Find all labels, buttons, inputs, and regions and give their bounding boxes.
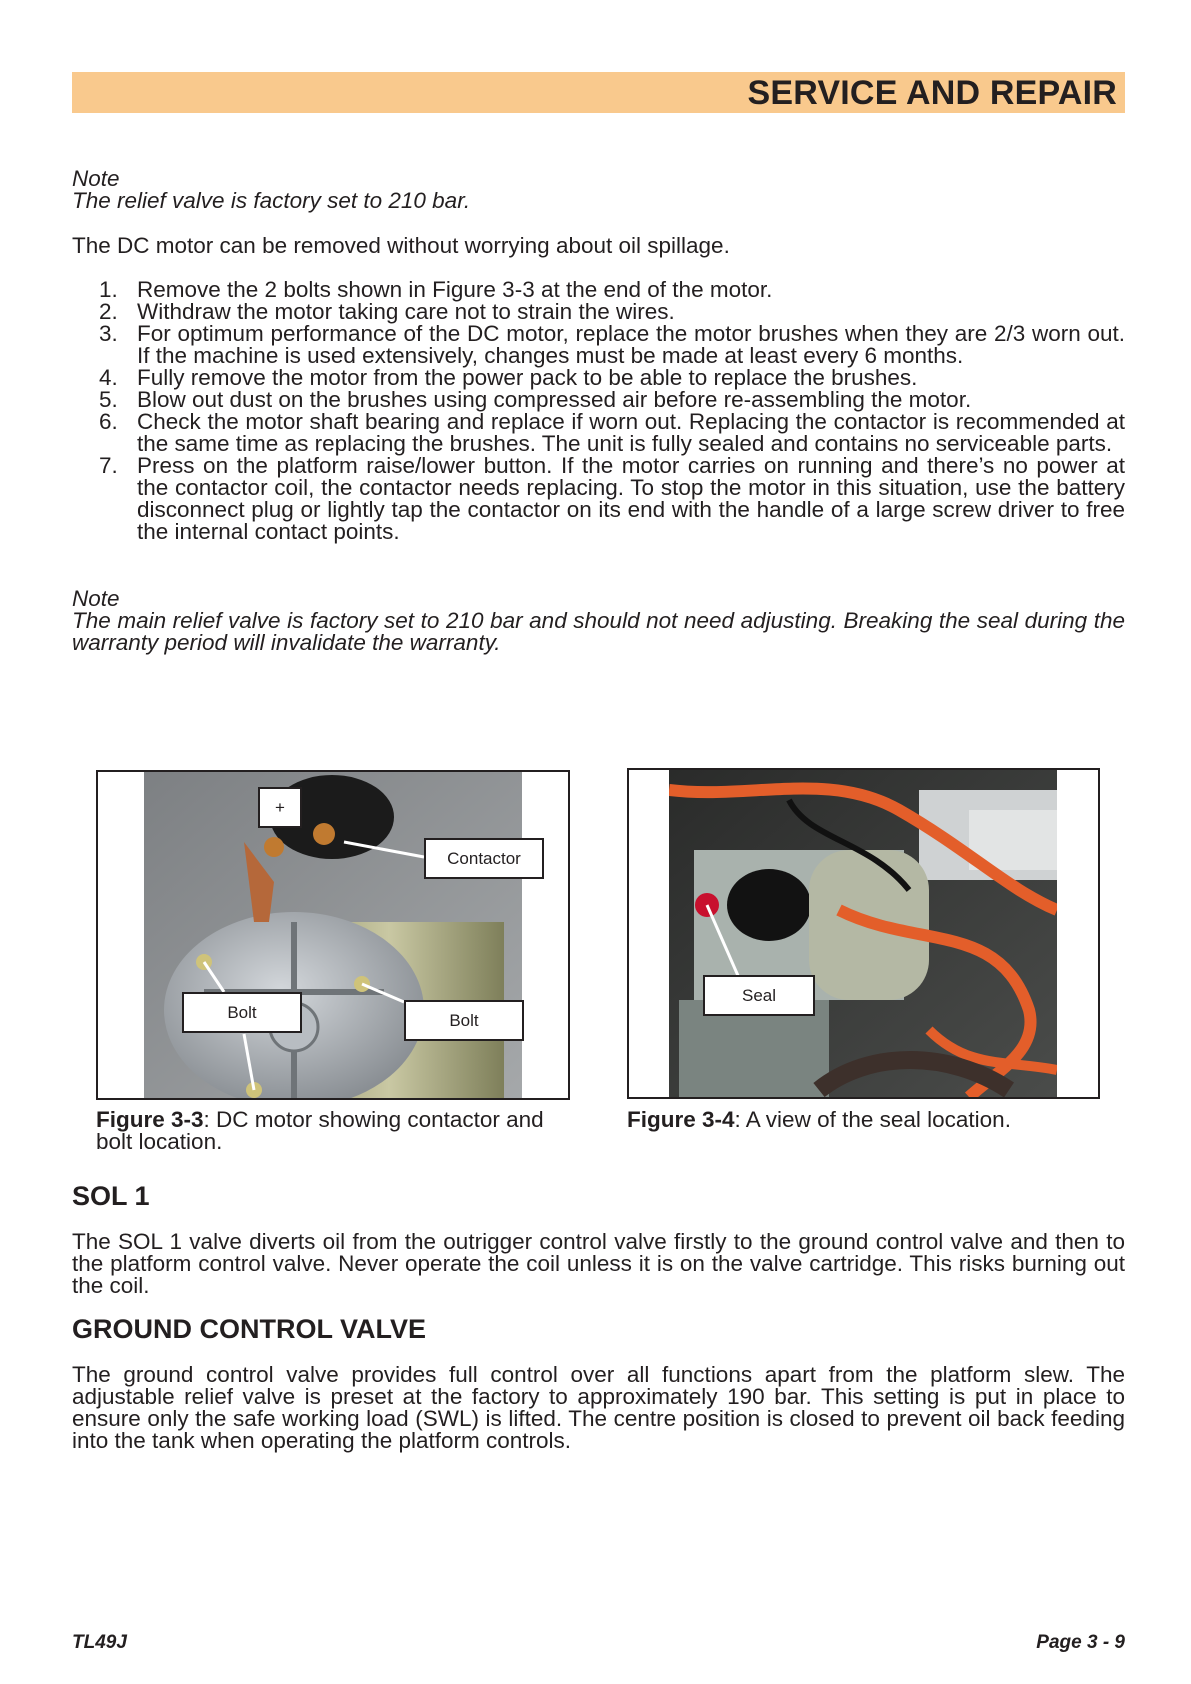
list-item <box>72 323 1125 367</box>
note-2 <box>72 588 1125 654</box>
note-1 <box>72 168 1125 212</box>
list-item <box>72 389 1125 411</box>
header-band <box>72 72 1125 113</box>
bolt-label-left: Bolt <box>182 992 302 1033</box>
sol-1-heading: SOL 1 <box>72 1181 150 1211</box>
plus-terminal-label: + <box>258 787 302 828</box>
list-item <box>72 279 1125 301</box>
ground-control-valve-heading: GROUND CONTROL VALVE <box>72 1314 427 1344</box>
step-text: Withdraw the motor taking care not to strain the wires. <box>137 299 675 324</box>
step-number: 2. <box>99 299 118 324</box>
step-number: 4. <box>99 365 118 390</box>
step-text: Check the motor shaft bearing and replace if worn out. Replacing the contactor is recommended at the same time as replacing the brushes. The unit is fully sealed and contains no serviceable parts. <box>137 409 1125 456</box>
list-item <box>72 411 1125 455</box>
note-2-text: The main relief valve is factory set to 210 bar and should not need adjusting. Breaking the seal during the warranty period will invalidate the warranty. <box>72 608 1125 655</box>
figure-3-3-ref: Figure 3-3 <box>96 1107 204 1132</box>
figure-3-4-caption <box>627 1109 1107 1131</box>
figure-3-3-caption <box>96 1109 576 1153</box>
list-item <box>72 455 1125 543</box>
step-text: Press on the platform raise/lower button. If the motor carries on running and there’s no power at the contactor coil, the contactor needs replacing. To stop the motor in this situation, use the battery disconnect plug or lightly tap the contactor on its end with the handle of a large screw driver to free the internal contact points. <box>137 453 1125 544</box>
seal-location-photo <box>669 770 1057 1097</box>
figure-3-3-caption-text: : DC motor showing contactor and bolt location. <box>96 1107 544 1154</box>
page-section-title: SERVICE AND REPAIR <box>747 74 1117 112</box>
step-number: 3. <box>99 321 118 346</box>
seal-label: Seal <box>703 975 815 1016</box>
removal-steps-list <box>72 279 1125 543</box>
footer-model: TL49J <box>72 1632 127 1653</box>
step-text: Remove the 2 bolts shown in Figure 3-3 at the end of the motor. <box>137 277 773 302</box>
dc-motor-photo <box>144 772 522 1098</box>
step-number: 7. <box>99 453 118 478</box>
ground-control-valve-paragraph: The ground control valve provides full control over all functions apart from the platform slew. The adjustable relief valve is preset at the factory to approximately 190 bar. This setting is put in place to ensure only the safe working load (SWL) is lifted. The centre position is closed to prevent oil back feeding into the tank when operating the platform controls. <box>72 1362 1125 1453</box>
bolt-label-right: Bolt <box>404 1000 524 1041</box>
step-number: 5. <box>99 387 118 412</box>
intro-paragraph: The DC motor can be removed without worrying about oil spillage. <box>72 233 730 258</box>
note-1-text: The relief valve is factory set to 210 bar. <box>72 188 471 213</box>
figure-3-4-ref: Figure 3-4 <box>627 1107 735 1132</box>
figure-3-4-caption-text: : A view of the seal location. <box>734 1107 1011 1132</box>
list-item <box>72 367 1125 389</box>
step-text: For optimum performance of the DC motor, replace the motor brushes when they are 2/3 worn out. If the machine is used extensively, changes must be made at least every 6 months. <box>137 321 1125 368</box>
sol-1-paragraph: The SOL 1 valve diverts oil from the outrigger control valve firstly to the ground control valve and then to the platform control valve. Never operate the coil unless it is on the valve cartridge. This risks burning out the coil. <box>72 1229 1125 1298</box>
step-text: Fully remove the motor from the power pack to be able to replace the brushes. <box>137 365 918 390</box>
list-item <box>72 301 1125 323</box>
footer-page-number: Page 3 - 9 <box>1036 1632 1125 1653</box>
step-number: 6. <box>99 409 118 434</box>
contactor-label: Contactor <box>424 838 544 879</box>
step-text: Blow out dust on the brushes using compressed air before re-assembling the motor. <box>137 387 972 412</box>
figure-3-4 <box>627 768 1100 1099</box>
note-2-label: Note <box>72 586 120 611</box>
step-number: 1. <box>99 277 118 302</box>
figure-3-3 <box>96 770 570 1100</box>
note-1-label: Note <box>72 166 120 191</box>
